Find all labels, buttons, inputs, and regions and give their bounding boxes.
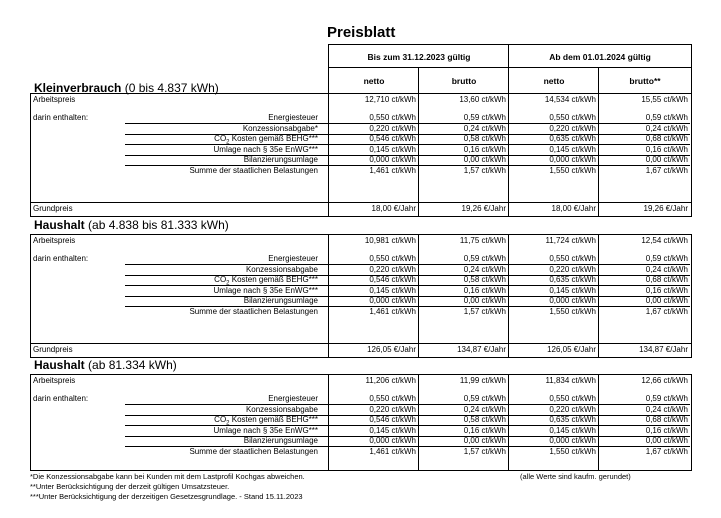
arbeitspreis-value: 13,60 ct/kWh — [459, 95, 506, 104]
item-value: 0,00 ct/kWh — [645, 436, 688, 445]
item-value: 1,57 ct/kWh — [463, 165, 506, 175]
item-value: 0,635 ct/kWh — [549, 415, 596, 424]
item-value: 0,000 ct/kWh — [549, 155, 596, 164]
item-value: 0,68 ct/kWh — [645, 415, 688, 424]
item-label: Energiesteuer — [268, 394, 318, 403]
item-value: 0,16 ct/kWh — [645, 144, 688, 154]
grundpreis-value: 18,00 €/Jahr — [551, 204, 596, 213]
item-value: 1,67 ct/kWh — [645, 306, 688, 316]
section-range: (ab 4.838 bis 81.333 kWh) — [88, 218, 229, 232]
item-value: 0,145 ct/kWh — [549, 285, 596, 295]
item-value: 0,24 ct/kWh — [645, 264, 688, 274]
item-value: 0,24 ct/kWh — [463, 123, 506, 133]
item-value: 1,550 ct/kWh — [549, 165, 596, 175]
arbeitspreis-value: 11,75 ct/kWh — [459, 236, 506, 245]
item-value: 0,59 ct/kWh — [645, 394, 688, 403]
item-value: 1,550 ct/kWh — [549, 446, 596, 456]
item-value: 0,24 ct/kWh — [645, 123, 688, 133]
item-label: Bilanzierungsumlage — [243, 296, 318, 305]
arbeitspreis-value: 10,981 ct/kWh — [364, 236, 416, 245]
item-value: 1,461 ct/kWh — [369, 165, 416, 175]
arbeitspreis-label: Arbeitspreis — [33, 95, 76, 104]
item-value: 0,68 ct/kWh — [645, 134, 688, 143]
item-value: 0,00 ct/kWh — [645, 155, 688, 164]
item-value: 0,00 ct/kWh — [463, 296, 506, 305]
item-label: $CO_2$ Kosten gemäß BEHG*** — [214, 415, 318, 427]
item-value: 1,461 ct/kWh — [369, 446, 416, 456]
footnote-2: **Unter Berücksichtigung der derzeit gültigen Umsatzsteuer. — [30, 482, 230, 491]
arbeitspreis-label: Arbeitspreis — [33, 236, 76, 245]
item-value: 0,24 ct/kWh — [463, 404, 506, 414]
item-value: 0,635 ct/kWh — [549, 275, 596, 284]
item-value: 0,16 ct/kWh — [463, 425, 506, 435]
section-name: Haushalt — [34, 218, 85, 232]
item-label: Bilanzierungsumlage — [243, 436, 318, 445]
section-title — [34, 218, 229, 232]
grundpreis-label: Grundpreis — [33, 204, 73, 213]
item-label: $CO_2$ Kosten gemäß BEHG*** — [214, 275, 318, 287]
item-label: Summe der staatlichen Belastungen — [189, 306, 318, 316]
item-value: 0,00 ct/kWh — [463, 436, 506, 445]
item-value: 0,145 ct/kWh — [369, 144, 416, 154]
item-value: 0,58 ct/kWh — [463, 275, 506, 284]
col-brutto-2023: brutto — [451, 76, 477, 86]
item-value: 0,145 ct/kWh — [369, 285, 416, 295]
section-range: (0 bis 4.837 kWh) — [124, 81, 219, 95]
item-value: 0,24 ct/kWh — [463, 264, 506, 274]
item-value: 0,550 ct/kWh — [549, 254, 596, 263]
item-value: 0,220 ct/kWh — [369, 404, 416, 414]
item-value: 0,635 ct/kWh — [549, 134, 596, 143]
item-value: 0,000 ct/kWh — [369, 436, 416, 445]
item-value: 1,67 ct/kWh — [645, 165, 688, 175]
item-value: 1,67 ct/kWh — [645, 446, 688, 456]
footnote-3: ***Unter Berücksichtigung der derzeitigen Gesetzesgrundlage. - Stand 15.11.2023 — [30, 492, 303, 501]
section-title — [34, 358, 177, 372]
item-value: 0,145 ct/kWh — [549, 425, 596, 435]
darin-label: darin enthalten: — [33, 394, 89, 403]
grundpreis-value: 126,05 €/Jahr — [367, 345, 416, 354]
col-brutto-2024: brutto** — [629, 76, 661, 86]
arbeitspreis-value: 12,710 ct/kWh — [364, 95, 416, 104]
grundpreis-value: 19,26 €/Jahr — [461, 204, 506, 213]
grundpreis-value: 126,05 €/Jahr — [547, 345, 596, 354]
arbeitspreis-value: 11,724 ct/kWh — [545, 236, 596, 245]
item-value: 0,220 ct/kWh — [369, 264, 416, 274]
item-label: Summe der staatlichen Belastungen — [189, 446, 318, 456]
item-value: 0,59 ct/kWh — [645, 254, 688, 263]
item-value: 0,59 ct/kWh — [463, 394, 506, 403]
item-value: 0,16 ct/kWh — [645, 425, 688, 435]
item-label: Bilanzierungsumlage — [243, 155, 318, 164]
item-value: 0,550 ct/kWh — [369, 254, 416, 263]
page-title: Preisblatt — [327, 24, 396, 41]
arbeitspreis-value: 14,534 ct/kWh — [544, 95, 596, 104]
item-value: 0,546 ct/kWh — [369, 415, 416, 424]
item-value: 0,59 ct/kWh — [463, 113, 506, 122]
item-value: 0,24 ct/kWh — [645, 404, 688, 414]
item-value: 0,550 ct/kWh — [549, 394, 596, 403]
section-range: (ab 81.334 kWh) — [88, 358, 177, 372]
item-value: 0,00 ct/kWh — [463, 155, 506, 164]
item-value: 0,000 ct/kWh — [549, 296, 596, 305]
item-value: 1,550 ct/kWh — [549, 306, 596, 316]
period-2023: Bis zum 31.12.2023 gültig — [367, 52, 471, 62]
item-label: Umlage nach § 35e EnWG*** — [213, 144, 318, 154]
item-value: 0,550 ct/kWh — [369, 113, 416, 122]
item-value: 0,000 ct/kWh — [549, 436, 596, 445]
item-value: 0,16 ct/kWh — [463, 285, 506, 295]
item-label: Konzessionsabgabe — [245, 264, 318, 274]
item-value: 0,220 ct/kWh — [549, 123, 596, 133]
item-value: 0,550 ct/kWh — [549, 113, 596, 122]
item-value: 0,59 ct/kWh — [645, 113, 688, 122]
item-label: Umlage nach § 35e EnWG*** — [213, 285, 318, 295]
darin-label: darin enthalten: — [33, 113, 89, 122]
section-name: Haushalt — [34, 358, 85, 372]
period-2024: Ab dem 01.01.2024 gültig — [549, 52, 651, 62]
item-value: 1,57 ct/kWh — [463, 446, 506, 456]
item-value: 0,220 ct/kWh — [369, 123, 416, 133]
item-value: 0,000 ct/kWh — [369, 296, 416, 305]
item-value: 0,546 ct/kWh — [369, 134, 416, 143]
footnote-right: (alle Werte sind kaufm. gerundet) — [520, 472, 631, 481]
col-netto-2023: netto — [363, 76, 385, 86]
grundpreis-value: 134,87 €/Jahr — [457, 345, 506, 354]
item-value: 0,550 ct/kWh — [369, 394, 416, 403]
grundpreis-value: 19,26 €/Jahr — [643, 204, 688, 213]
section-name: Kleinverbrauch — [34, 81, 122, 95]
item-value: 0,000 ct/kWh — [369, 155, 416, 164]
item-label: $CO_2$ Kosten gemäß BEHG*** — [214, 134, 318, 146]
item-value: 0,00 ct/kWh — [645, 296, 688, 305]
grundpreis-label: Grundpreis — [33, 345, 73, 354]
item-value: 0,16 ct/kWh — [645, 285, 688, 295]
item-label: Energiesteuer — [268, 113, 318, 122]
grundpreis-value: 134,87 €/Jahr — [639, 345, 688, 354]
arbeitspreis-label: Arbeitspreis — [33, 376, 76, 385]
item-label: Summe der staatlichen Belastungen — [189, 165, 318, 175]
item-label: Energiesteuer — [268, 254, 318, 263]
item-value: 0,58 ct/kWh — [463, 415, 506, 424]
arbeitspreis-value: 11,206 ct/kWh — [365, 376, 416, 385]
item-label: Konzessionsabgabe* — [242, 123, 318, 133]
item-value: 0,145 ct/kWh — [549, 144, 596, 154]
item-label: Umlage nach § 35e EnWG*** — [213, 425, 318, 435]
arbeitspreis-value: 12,66 ct/kWh — [641, 376, 688, 385]
arbeitspreis-value: 11,99 ct/kWh — [459, 376, 506, 385]
footnote-1: *Die Konzessionsabgabe kann bei Kunden mit dem Lastprofil Kochgas abweichen. — [30, 472, 305, 481]
item-value: 0,220 ct/kWh — [549, 264, 596, 274]
item-value: 1,57 ct/kWh — [463, 306, 506, 316]
item-value: 0,145 ct/kWh — [369, 425, 416, 435]
col-netto-2024: netto — [543, 76, 565, 86]
item-label: Konzessionsabgabe — [245, 404, 318, 414]
item-value: 0,16 ct/kWh — [463, 144, 506, 154]
arbeitspreis-value: 12,54 ct/kWh — [641, 236, 688, 245]
arbeitspreis-value: 15,55 ct/kWh — [641, 95, 688, 104]
item-value: 1,461 ct/kWh — [369, 306, 416, 316]
item-value: 0,68 ct/kWh — [645, 275, 688, 284]
item-value: 0,220 ct/kWh — [549, 404, 596, 414]
darin-label: darin enthalten: — [33, 254, 89, 263]
item-value: 0,546 ct/kWh — [369, 275, 416, 284]
arbeitspreis-value: 11,834 ct/kWh — [545, 376, 596, 385]
item-value: 0,58 ct/kWh — [463, 134, 506, 143]
item-value: 0,59 ct/kWh — [463, 254, 506, 263]
grundpreis-value: 18,00 €/Jahr — [371, 204, 416, 213]
